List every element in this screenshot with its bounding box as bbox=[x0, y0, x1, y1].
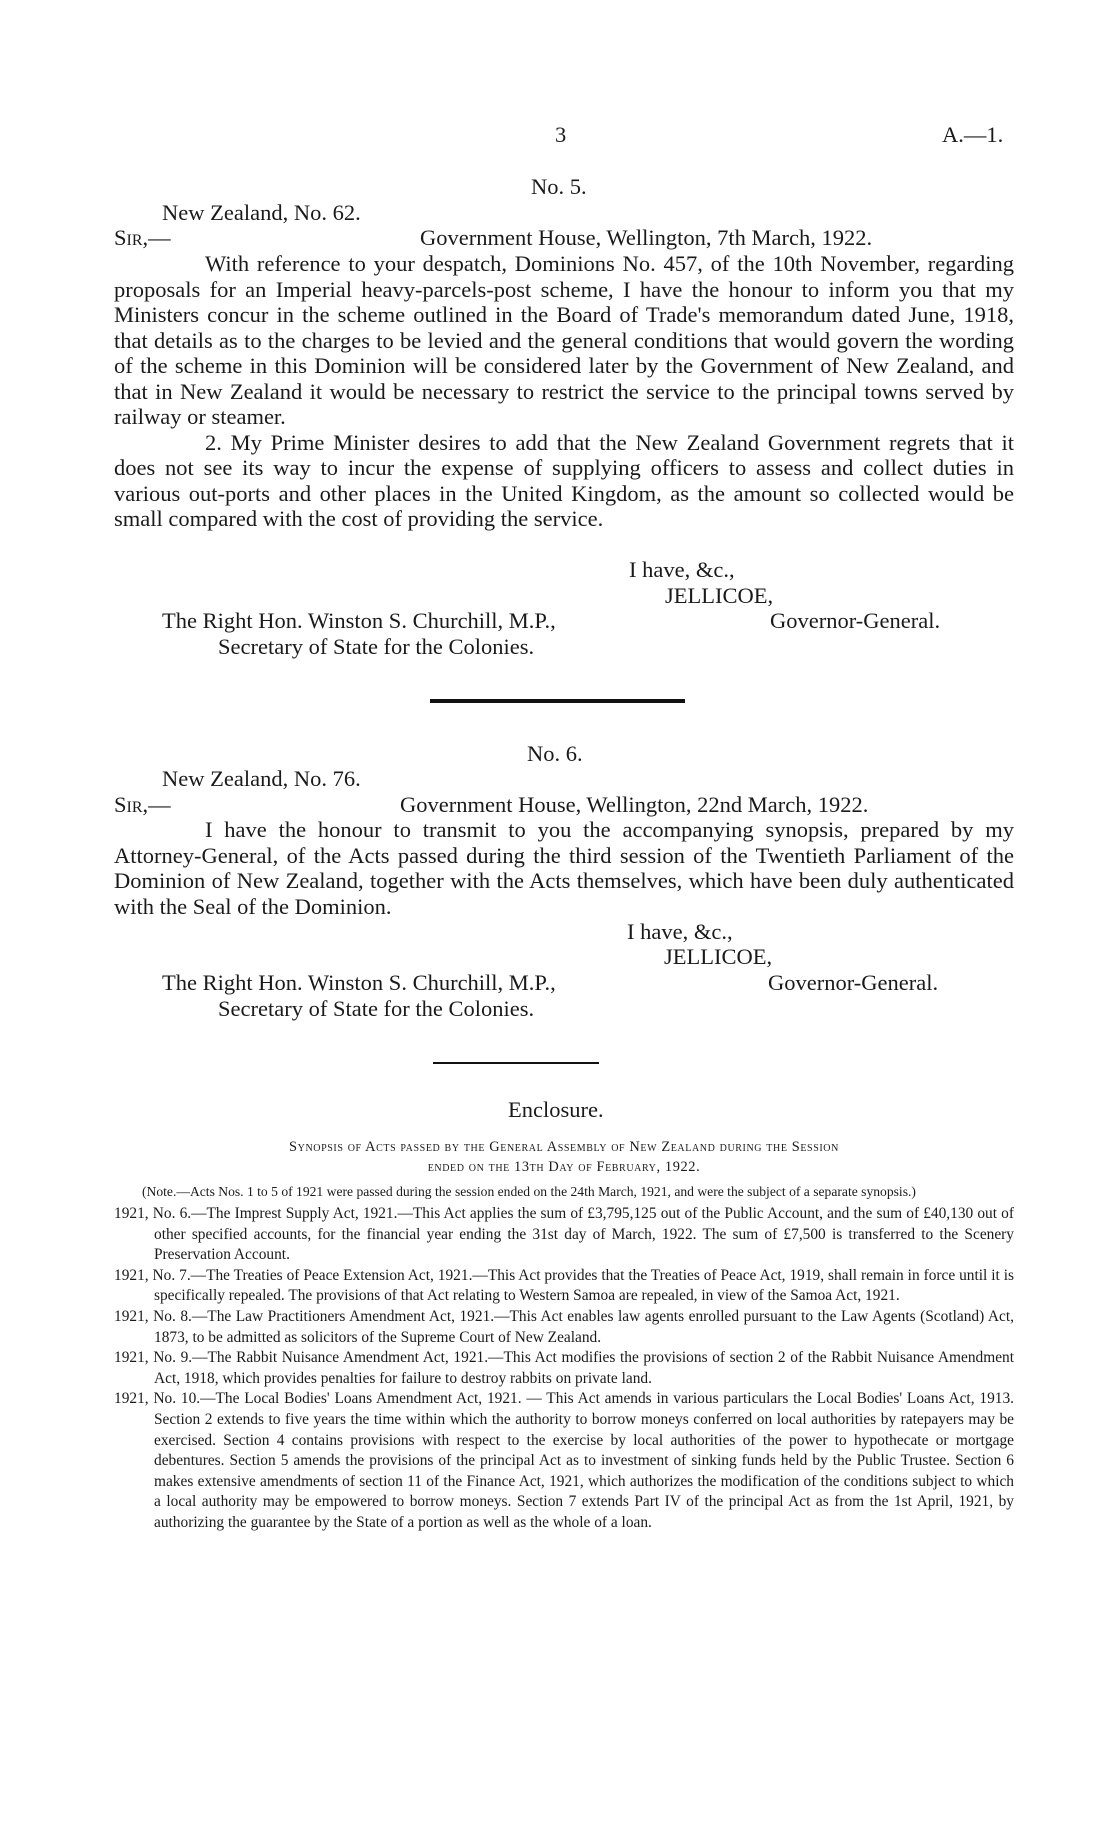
addressee: The Right Hon. Winston S. Churchill, M.P., bbox=[162, 970, 556, 995]
sender-address: Government House, Wellington, 7th March, 1922. bbox=[420, 225, 873, 250]
act-entry: 1921, No. 7.—The Treaties of Peace Extension Act, 1921.—This Act provides that the Treaties of Peace Act, 1919, shall remain in force until it is specifically repealed. The provisions of that Act relating to Western Samoa are repealed, in view of the Samoa Act, 1921. bbox=[114, 1266, 1014, 1305]
synopsis-note: (Note.—Acts Nos. 1 to 5 of 1921 were passed during the session ended on the 24th March, 1921, and were the subject of a separate synopsis.) bbox=[142, 1184, 916, 1199]
section-divider bbox=[430, 699, 685, 703]
salutation: Sir,— bbox=[114, 792, 171, 817]
salutation: Sir,— bbox=[114, 225, 171, 250]
act-entry: 1921, No. 10.—The Local Bodies' Loans Amendment Act, 1921. — This Act amends in various particulars the Local Bodies' Loans Act, 1913. Section 2 extends to five years the time within which the authority to borrow moneys conferred on local authorities by ratepayers may be exercised. Section 4 contains provisions with respect to the exercise by local authorities of the power to hypothecate or mortgage debentures. Section 5 amends the provisions of the principal Act as to investment of sinking funds held by the Public Trustee. Section 6 makes extensive amendments of section 11 of the Finance Act, 1921, which authorizes the modification of the conditions subject to which a local authority may be empowered to borrow moneys. Section 7 extends Part IV of the principal Act as from the 1st April, 1921, by authorizing the guarantee by the State of a portion as well as the whole of a loan. bbox=[114, 1390, 1014, 1531]
despatch-reference: New Zealand, No. 76. bbox=[162, 766, 361, 791]
sender-address: Government House, Wellington, 22nd March, 1922. bbox=[400, 792, 869, 817]
addressee-title: Secretary of State for the Colonies. bbox=[218, 996, 535, 1021]
act-entry: 1921, No. 8.—The Law Practitioners Amendment Act, 1921.—This Act enables law agents enrolled pursuant to the Law Agents (Scotland) Act, 1873, to be admitted as solicitors of the Supreme Court of New Zealand. bbox=[114, 1307, 1014, 1346]
enclosure-title: Enclosure. bbox=[508, 1097, 604, 1122]
despatch-reference: New Zealand, No. 62. bbox=[162, 200, 361, 225]
addressee-title: Secretary of State for the Colonies. bbox=[218, 634, 535, 659]
letter-number: No. 6. bbox=[527, 741, 583, 766]
synopsis bbox=[114, 1138, 1014, 1534]
section-divider-short bbox=[433, 1062, 599, 1064]
signature: JELLICOE, bbox=[665, 583, 774, 608]
signer-title: Governor-General. bbox=[770, 608, 941, 633]
synopsis-heading-line-2: ended on the 13th Day of February, 1922. bbox=[427, 1158, 701, 1175]
paper-reference: A.—1. bbox=[942, 122, 1004, 147]
addressee: The Right Hon. Winston S. Churchill, M.P., bbox=[162, 608, 556, 633]
letter-body bbox=[114, 251, 1014, 532]
page-number: 3 bbox=[555, 122, 567, 147]
paragraph-2: 2. My Prime Minister desires to add that the New Zealand Government regrets that it does not see its way to incur the expense of supplying officers to assess and collect duties in various out-ports and other places in the United Kingdom, as the amount so collected would be small compared with the cost of providing the service. bbox=[114, 429, 1014, 531]
signature: JELLICOE, bbox=[664, 944, 773, 969]
paragraph-1: With reference to your despatch, Dominions No. 457, of the 10th November, regarding proposals for an Imperial heavy-parcels-post scheme, I have the honour to inform you that my Ministers concur in the scheme outlined in the Board of Trade's memorandum dated June, 1918, that details as to the charges to be levied and the general conditions that would govern the wording of the scheme in this Dominion will be considered later by the Government of New Zealand, and that in New Zealand it would be necessary to restrict the service to the principal towns served by railway or steamer. bbox=[114, 251, 1014, 429]
act-entry: 1921, No. 9.—The Rabbit Nuisance Amendment Act, 1921.—This Act modifies the provisions of section 2 of the Rabbit Nuisance Amendment Act, 1918, which provides penalties for failure to destroy rabbits on private land. bbox=[114, 1349, 1014, 1387]
paragraph-1: I have the honour to transmit to you the accompanying synopsis, prepared by my Attorney-General, of the Acts passed during the third session of the Twentieth Parliament of the Dominion of New Zealand, together with the Acts themselves, which have been duly authenticated with the Seal of the Dominion. bbox=[114, 817, 1014, 919]
closing: I have, &c., bbox=[627, 919, 733, 944]
signer-title: Governor-General. bbox=[768, 970, 939, 995]
act-entry: 1921, No. 6.—The Imprest Supply Act, 1921.—This Act applies the sum of £3,795,125 out of the Public Account, and the sum of £40,130 out of other specified accounts, for the financial year ending the 31st day of March, 1922. The sum of £7,500 is transferred to the Scenery Preservation Account. bbox=[114, 1205, 1014, 1264]
closing: I have, &c., bbox=[629, 557, 735, 582]
letter-number: No. 5. bbox=[531, 174, 587, 199]
synopsis-heading-line-1: Synopsis of Acts passed by the General Assembly of New Zealand during the Session bbox=[289, 1139, 839, 1155]
letter-body bbox=[114, 817, 1014, 919]
